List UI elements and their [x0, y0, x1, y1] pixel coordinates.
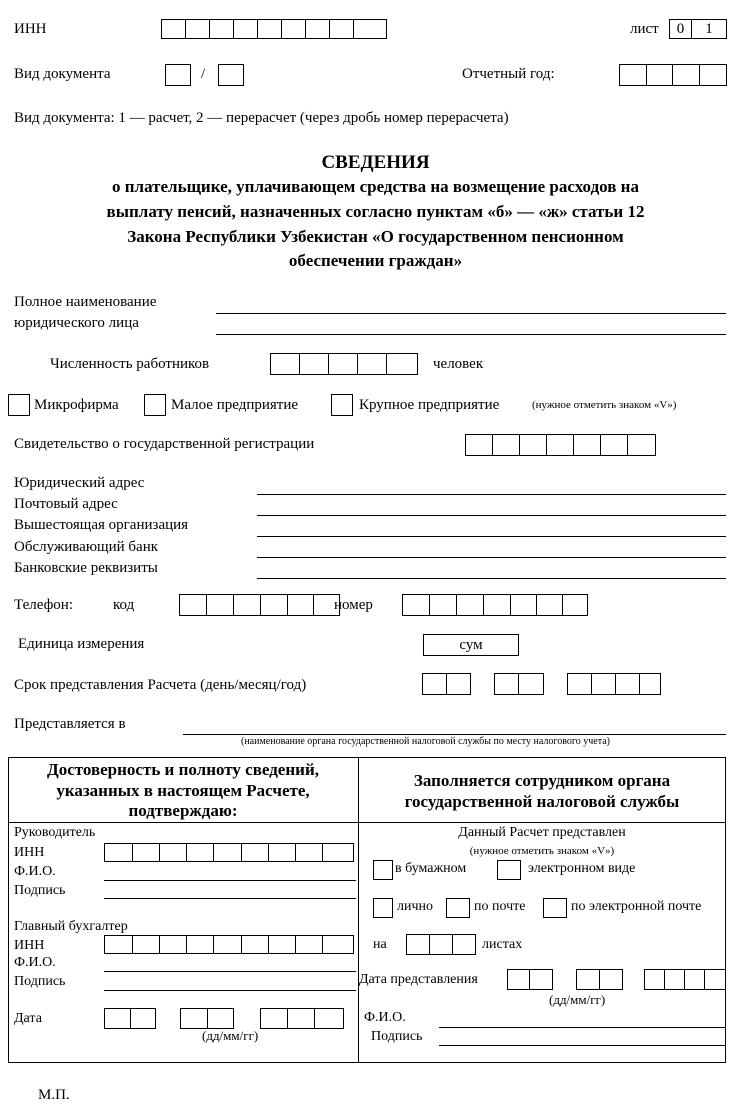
doc-subtitle-3: Закона Республики Узбекистан «О государственном пенсионном — [127, 227, 624, 246]
submitted-to-label: Представляется в — [14, 716, 126, 732]
date-year-cells[interactable] — [260, 1008, 344, 1029]
date-label: Дата — [14, 1011, 42, 1026]
employee-signature-label: Подпись — [371, 1029, 423, 1044]
paper-label: в бумажном — [395, 861, 467, 876]
bank-details-line[interactable] — [257, 578, 726, 579]
right-panel-title-1: Заполняется сотрудником органа — [413, 771, 671, 790]
submitted-label: Данный Расчет представлен — [458, 825, 626, 840]
employees-unit: человек — [433, 356, 484, 372]
deadline-day-cells[interactable] — [422, 673, 471, 695]
large-checkbox[interactable] — [331, 394, 353, 416]
chief-signature-label: Подпись — [14, 974, 66, 989]
head-signature-label: Подпись — [14, 883, 66, 898]
registration-label: Свидетельство о государственной регистрации — [14, 436, 315, 452]
deadline-label: Срок представления Расчета (день/месяц/год) — [14, 677, 307, 693]
inn-label: ИНН — [14, 21, 47, 37]
full-name-label-1: Полное наименование — [14, 294, 157, 310]
submit-mark-note: (нужное отметить знаком «V») — [469, 845, 615, 857]
by-email-checkbox[interactable] — [543, 898, 567, 918]
employee-fio-label: Ф.И.О. — [364, 1010, 406, 1025]
doc-type-separator: / — [201, 66, 206, 82]
sheets-on-label: на — [373, 937, 387, 952]
full-name-line-1[interactable] — [216, 313, 726, 314]
sheets-count-cells[interactable] — [406, 934, 476, 955]
parent-org-line[interactable] — [257, 536, 726, 537]
legal-address-label: Юридический адрес — [14, 475, 145, 491]
sheet-digit-2: 1 — [705, 20, 713, 37]
date-month-cells[interactable] — [180, 1008, 234, 1029]
head-label: Руководитель — [14, 825, 96, 840]
date-format-hint: (дд/мм/гг) — [202, 1028, 259, 1043]
submission-date-format: (дд/мм/гг) — [549, 992, 606, 1007]
sheets-label: листах — [482, 937, 523, 952]
phone-number-cells[interactable] — [402, 594, 588, 616]
chief-signature-line[interactable] — [104, 990, 356, 991]
submitted-to-note: (наименование органа государственной налоговой службы по месту налогового учета) — [241, 736, 610, 747]
submission-month-cells[interactable] — [576, 969, 623, 990]
doc-type-note: Вид документа: 1 — расчет, 2 — перерасчет (через дробь номер перерасчета) — [14, 110, 509, 126]
unit-value-box — [423, 634, 519, 656]
left-panel-title-3: подтверждаю: — [128, 801, 238, 820]
chief-fio-label: Ф.И.О. — [14, 955, 56, 970]
head-inn-label: ИНН — [14, 845, 45, 860]
doc-subtitle-2: выплату пенсий, назначенных согласно пунктам «б» — «ж» статьи 12 — [106, 202, 645, 221]
parent-org-label: Вышестоящая организация — [14, 517, 189, 533]
bank-line[interactable] — [257, 557, 726, 558]
employees-cells[interactable] — [270, 353, 418, 375]
submitted-to-line[interactable] — [183, 734, 726, 735]
postal-address-line[interactable] — [257, 515, 726, 516]
deadline-month-cells[interactable] — [494, 673, 544, 695]
full-name-line-2[interactable] — [216, 334, 726, 335]
year-label: Отчетный год: — [462, 66, 555, 82]
sheet-digit-1: 0 — [670, 20, 692, 38]
phone-code-label: код — [113, 597, 135, 613]
phone-label: Телефон: — [14, 597, 73, 613]
phone-number-label: номер — [334, 597, 373, 613]
sheet-label: лист — [630, 21, 659, 37]
chief-accountant-label: Главный бухгалтер — [14, 919, 128, 934]
head-fio-label: Ф.И.О. — [14, 864, 56, 879]
left-panel-title-2: указанных в настоящем Расчете, — [56, 781, 310, 800]
in-person-label: лично — [397, 899, 434, 914]
deadline-year-cells[interactable] — [567, 673, 661, 695]
head-inn-cells[interactable] — [104, 843, 354, 862]
full-name-label-2: юридического лица — [14, 315, 139, 331]
submission-date-label: Дата представления — [359, 972, 478, 987]
date-day-cells[interactable] — [104, 1008, 156, 1029]
doc-subtitle-1: о плательщике, уплачивающем средства на возмещение расходов на — [112, 177, 639, 196]
in-person-checkbox[interactable] — [373, 898, 393, 918]
right-panel-title-2: государственной налоговой службы — [404, 792, 680, 811]
employee-signature-line[interactable] — [439, 1045, 726, 1046]
submission-day-cells[interactable] — [507, 969, 553, 990]
paper-checkbox[interactable] — [373, 860, 393, 880]
head-fio-line[interactable] — [104, 880, 356, 881]
doc-type-label: Вид документа — [14, 66, 111, 82]
doc-revision-box[interactable] — [218, 64, 244, 86]
registration-cells[interactable] — [465, 434, 656, 456]
doc-type-box[interactable] — [165, 64, 191, 86]
chief-inn-label: ИНН — [14, 938, 45, 953]
employee-fio-line[interactable] — [439, 1027, 726, 1028]
by-email-label: по электронной почте — [571, 899, 702, 914]
employees-label: Численность работников — [50, 356, 210, 372]
bank-details-label: Банковские реквизиты — [14, 560, 158, 576]
by-mail-checkbox[interactable] — [446, 898, 470, 918]
micro-label: Микрофирма — [34, 397, 119, 413]
electronic-label: электронном виде — [528, 861, 636, 876]
by-mail-label: по почте — [474, 899, 526, 914]
postal-address-label: Почтовый адрес — [14, 496, 118, 512]
unit-label: Единица измерения — [18, 636, 145, 652]
small-checkbox[interactable] — [144, 394, 166, 416]
table-horizontal-divider — [8, 822, 726, 823]
electronic-checkbox[interactable] — [497, 860, 521, 880]
large-label: Крупное предприятие — [359, 397, 500, 413]
chief-inn-cells[interactable] — [104, 935, 354, 954]
head-signature-line[interactable] — [104, 898, 356, 899]
submission-year-cells[interactable] — [644, 969, 726, 990]
inn-cells[interactable] — [161, 19, 387, 39]
bank-label: Обслуживающий банк — [14, 539, 159, 555]
doc-subtitle-4: обеспечении граждан» — [288, 251, 463, 270]
micro-checkbox[interactable] — [8, 394, 30, 416]
sheet-cells[interactable] — [669, 19, 727, 39]
doc-title: СВЕДЕНИЯ — [321, 152, 430, 173]
small-label: Малое предприятие — [171, 397, 299, 413]
chief-fio-line[interactable] — [104, 971, 356, 972]
unit-value: сум — [459, 637, 483, 653]
stamp-label: М.П. — [38, 1087, 70, 1103]
legal-address-line[interactable] — [257, 494, 726, 495]
size-mark-note: (нужное отметить знаком «V») — [532, 399, 677, 411]
year-cells[interactable] — [619, 64, 727, 86]
phone-code-cells[interactable] — [179, 594, 340, 616]
left-panel-title-1: Достоверность и полноту сведений, — [47, 760, 319, 779]
